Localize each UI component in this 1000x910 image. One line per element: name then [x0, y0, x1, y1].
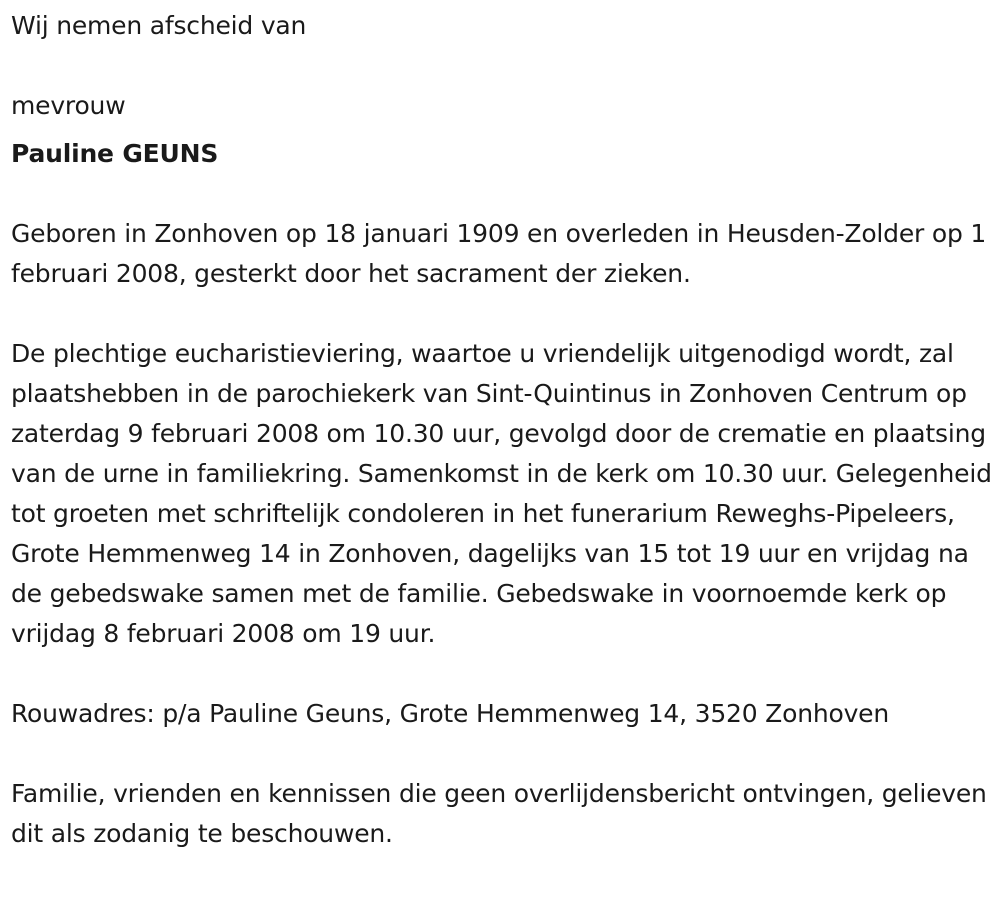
birth-paragraph: Geboren in Zonhoven op 18 januari 1909 en overleden in Heusden-Zolder op 1 februari 2008, gesterkt door het sacrament der zieken. [11, 219, 987, 288]
intro-line: Wij nemen afscheid van [11, 11, 307, 40]
salutation: mevrouw [11, 91, 126, 120]
closing-paragraph: Familie, vrienden en kennissen die geen overlijdensbericht ontvingen, gelieven dit als zodanig te beschouwen. [11, 779, 987, 848]
spacer [11, 654, 996, 694]
obituary-notice [11, 6, 996, 854]
spacer [11, 174, 996, 214]
deceased-name: Pauline GEUNS [11, 139, 219, 168]
spacer [11, 294, 996, 334]
spacer [11, 734, 996, 774]
ceremony-paragraph: De plechtige eucharistieviering, waartoe u vriendelijk uitgenodigd wordt, zal plaatshebben in de parochiekerk van Sint-Quintinus in Zonhoven Centrum op zaterdag 9 februari 2008 om 10.30 uur, gevolgd door de crematie en plaatsing van de urne in familiekring. Samenkomst in de kerk om 10.30 uur. Gelegenheid tot groeten met schriftelijk condoleren in het funerarium Reweghs-Pipeleers, Grote Hemmenweg 14 in Zonhoven, dagelijks van 15 tot 19 uur en vrijdag na de gebedswake samen met de familie. Gebedswake in voornoemde kerk op vrijdag 8 februari 2008 om 19 uur. [11, 339, 992, 648]
mourning-address: Rouwadres: p/a Pauline Geuns, Grote Hemmenweg 14, 3520 Zonhoven [11, 699, 890, 728]
spacer [11, 46, 996, 86]
